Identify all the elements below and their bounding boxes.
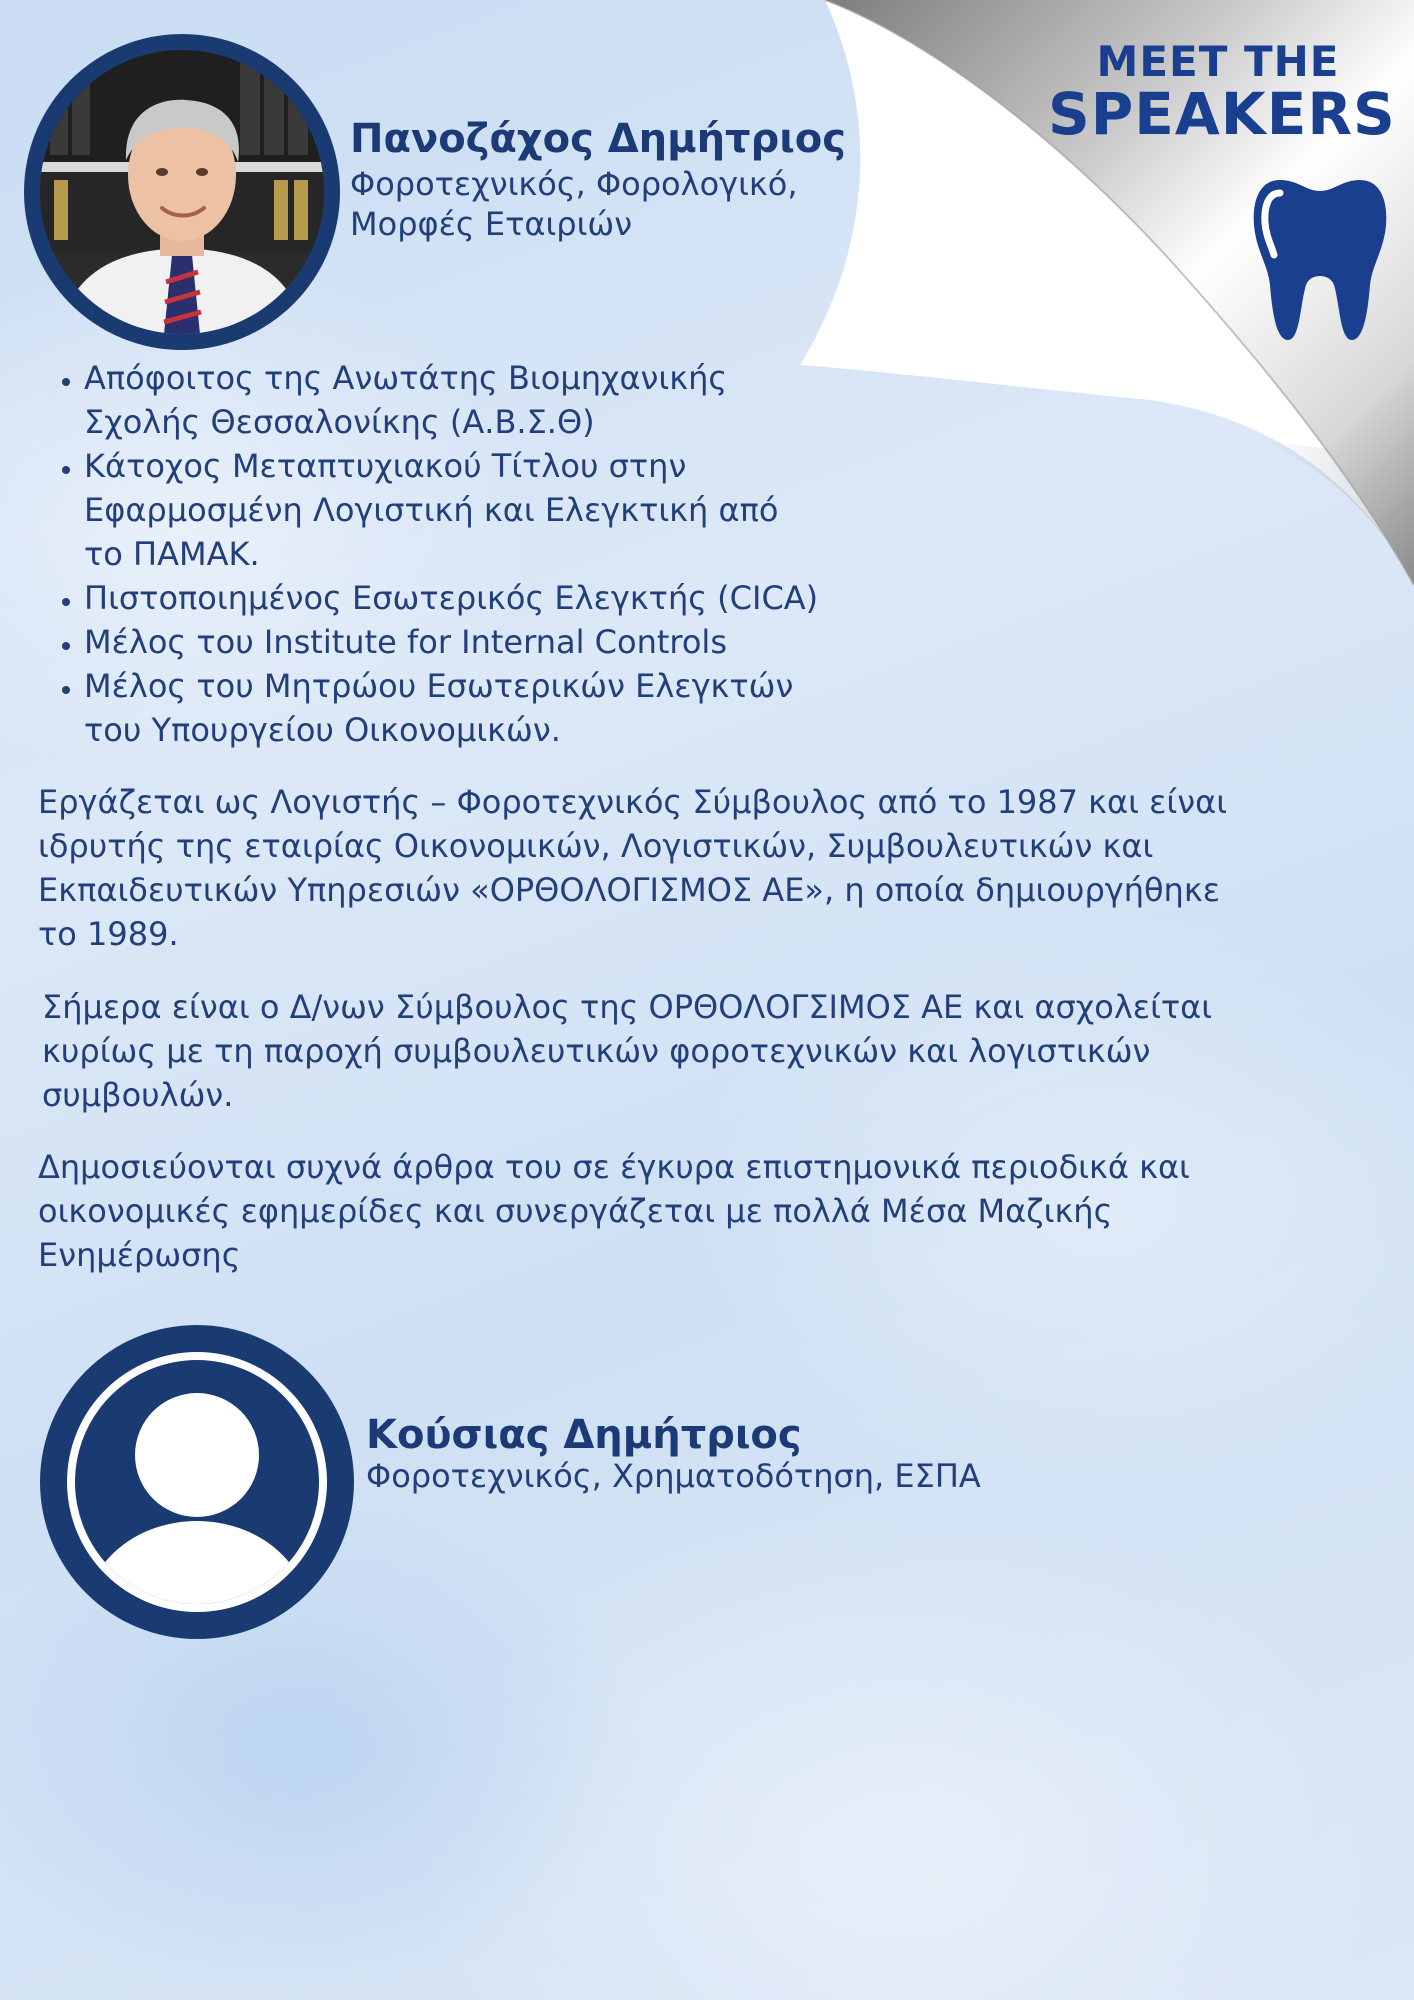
paragraph-line: συμβουλών. [42, 1076, 234, 1114]
list-item-line: Εφαρμοσμένη Λογιστική και Ελεγκτική από [84, 491, 779, 529]
title-line-2: SPEAKERS [1048, 80, 1396, 148]
speaker-2-role: Φοροτεχνικός, Χρηματοδότηση, ΕΣΠΑ [366, 1457, 981, 1495]
tooth-icon [1250, 175, 1390, 345]
list-item [84, 664, 944, 752]
paragraph-line: οικονομικές εφημερίδες και συνεργάζεται με πολλά Μέσα Μαζικής [38, 1192, 1113, 1230]
speaker-1-credentials-list [40, 356, 944, 752]
speaker-1-bio-paragraph-1 [38, 780, 1358, 956]
speaker-1-bio-paragraph-2 [42, 985, 1362, 1117]
list-item-line: • Μέλος του Institute for Internal Controls [84, 623, 727, 661]
title-line-1: MEET THE [1096, 37, 1340, 86]
list-item-line: • Κάτοχος Μεταπτυχιακού Τίτλου στην [84, 447, 687, 485]
paragraph-line: Εκπαιδευτικών Υπηρεσιών «ΟΡΘΟΛΟΓΙΣΜΟΣ ΑΕ», η οποία δημιουργήθηκε [38, 871, 1220, 909]
list-item [84, 620, 944, 664]
paragraph-line: το 1989. [38, 915, 179, 953]
speaker-1-role-line-2: Μορφές Εταιριών [350, 205, 633, 243]
list-item [84, 576, 944, 620]
speaker-1-bio-paragraph-3 [38, 1145, 1358, 1277]
list-item-line: το ΠΑΜΑΚ. [84, 535, 260, 573]
paragraph-line: Δημοσιεύονται συχνά άρθρα του σε έγκυρα επιστημονικά περιοδικά και [38, 1148, 1190, 1186]
paragraph-line: Ενημέρωσης [38, 1236, 241, 1274]
list-item [84, 444, 944, 576]
list-item-line: • Απόφοιτος της Ανωτάτης Βιομηχανικής [84, 359, 728, 397]
list-item-line: Σχολής Θεσσαλονίκης (Α.Β.Σ.Θ) [84, 403, 595, 441]
list-item-line: • Πιστοποιημένος Εσωτερικός Ελεγκτής (CICA) [84, 579, 819, 617]
paragraph-line: Σήμερα είναι ο Δ/νων Σύμβουλος της ΟΡΘΟΛΟΓΣΙΜΟΣ ΑΕ και ασχολείται [42, 988, 1213, 1026]
paragraph-line: κυρίως με τη παροχή συμβουλευτικών φοροτεχνικών και λογιστικών [42, 1032, 1151, 1070]
speaker-1-photo-frame [24, 34, 340, 350]
list-item-line: του Υπουργείου Οικονομικών. [84, 711, 561, 749]
paragraph-line: ιδρυτής της εταιρίας Οικονομικών, Λογιστικών, Συμβουλευτικών και [38, 827, 1154, 865]
list-item-line: • Μέλος του Μητρώου Εσωτερικών Ελεγκτών [84, 667, 794, 705]
speaker-1-name: Πανοζάχος Δημήτριος [350, 116, 846, 162]
speaker-1-role-line-1: Φοροτεχνικός, Φορολογικό, [350, 165, 798, 203]
list-item [84, 356, 944, 444]
user-placeholder-icon [40, 1325, 354, 1639]
speaker-1-photo [40, 50, 324, 334]
paragraph-line: Εργάζεται ως Λογιστής – Φοροτεχνικός Σύμβουλος από το 1987 και είναι [38, 783, 1228, 821]
speaker-2-name: Κούσιας Δημήτριος [366, 1412, 802, 1458]
meet-the-speakers-title [1048, 37, 1396, 148]
speaker-2-avatar [40, 1325, 354, 1639]
speaker-1-role [350, 164, 870, 244]
